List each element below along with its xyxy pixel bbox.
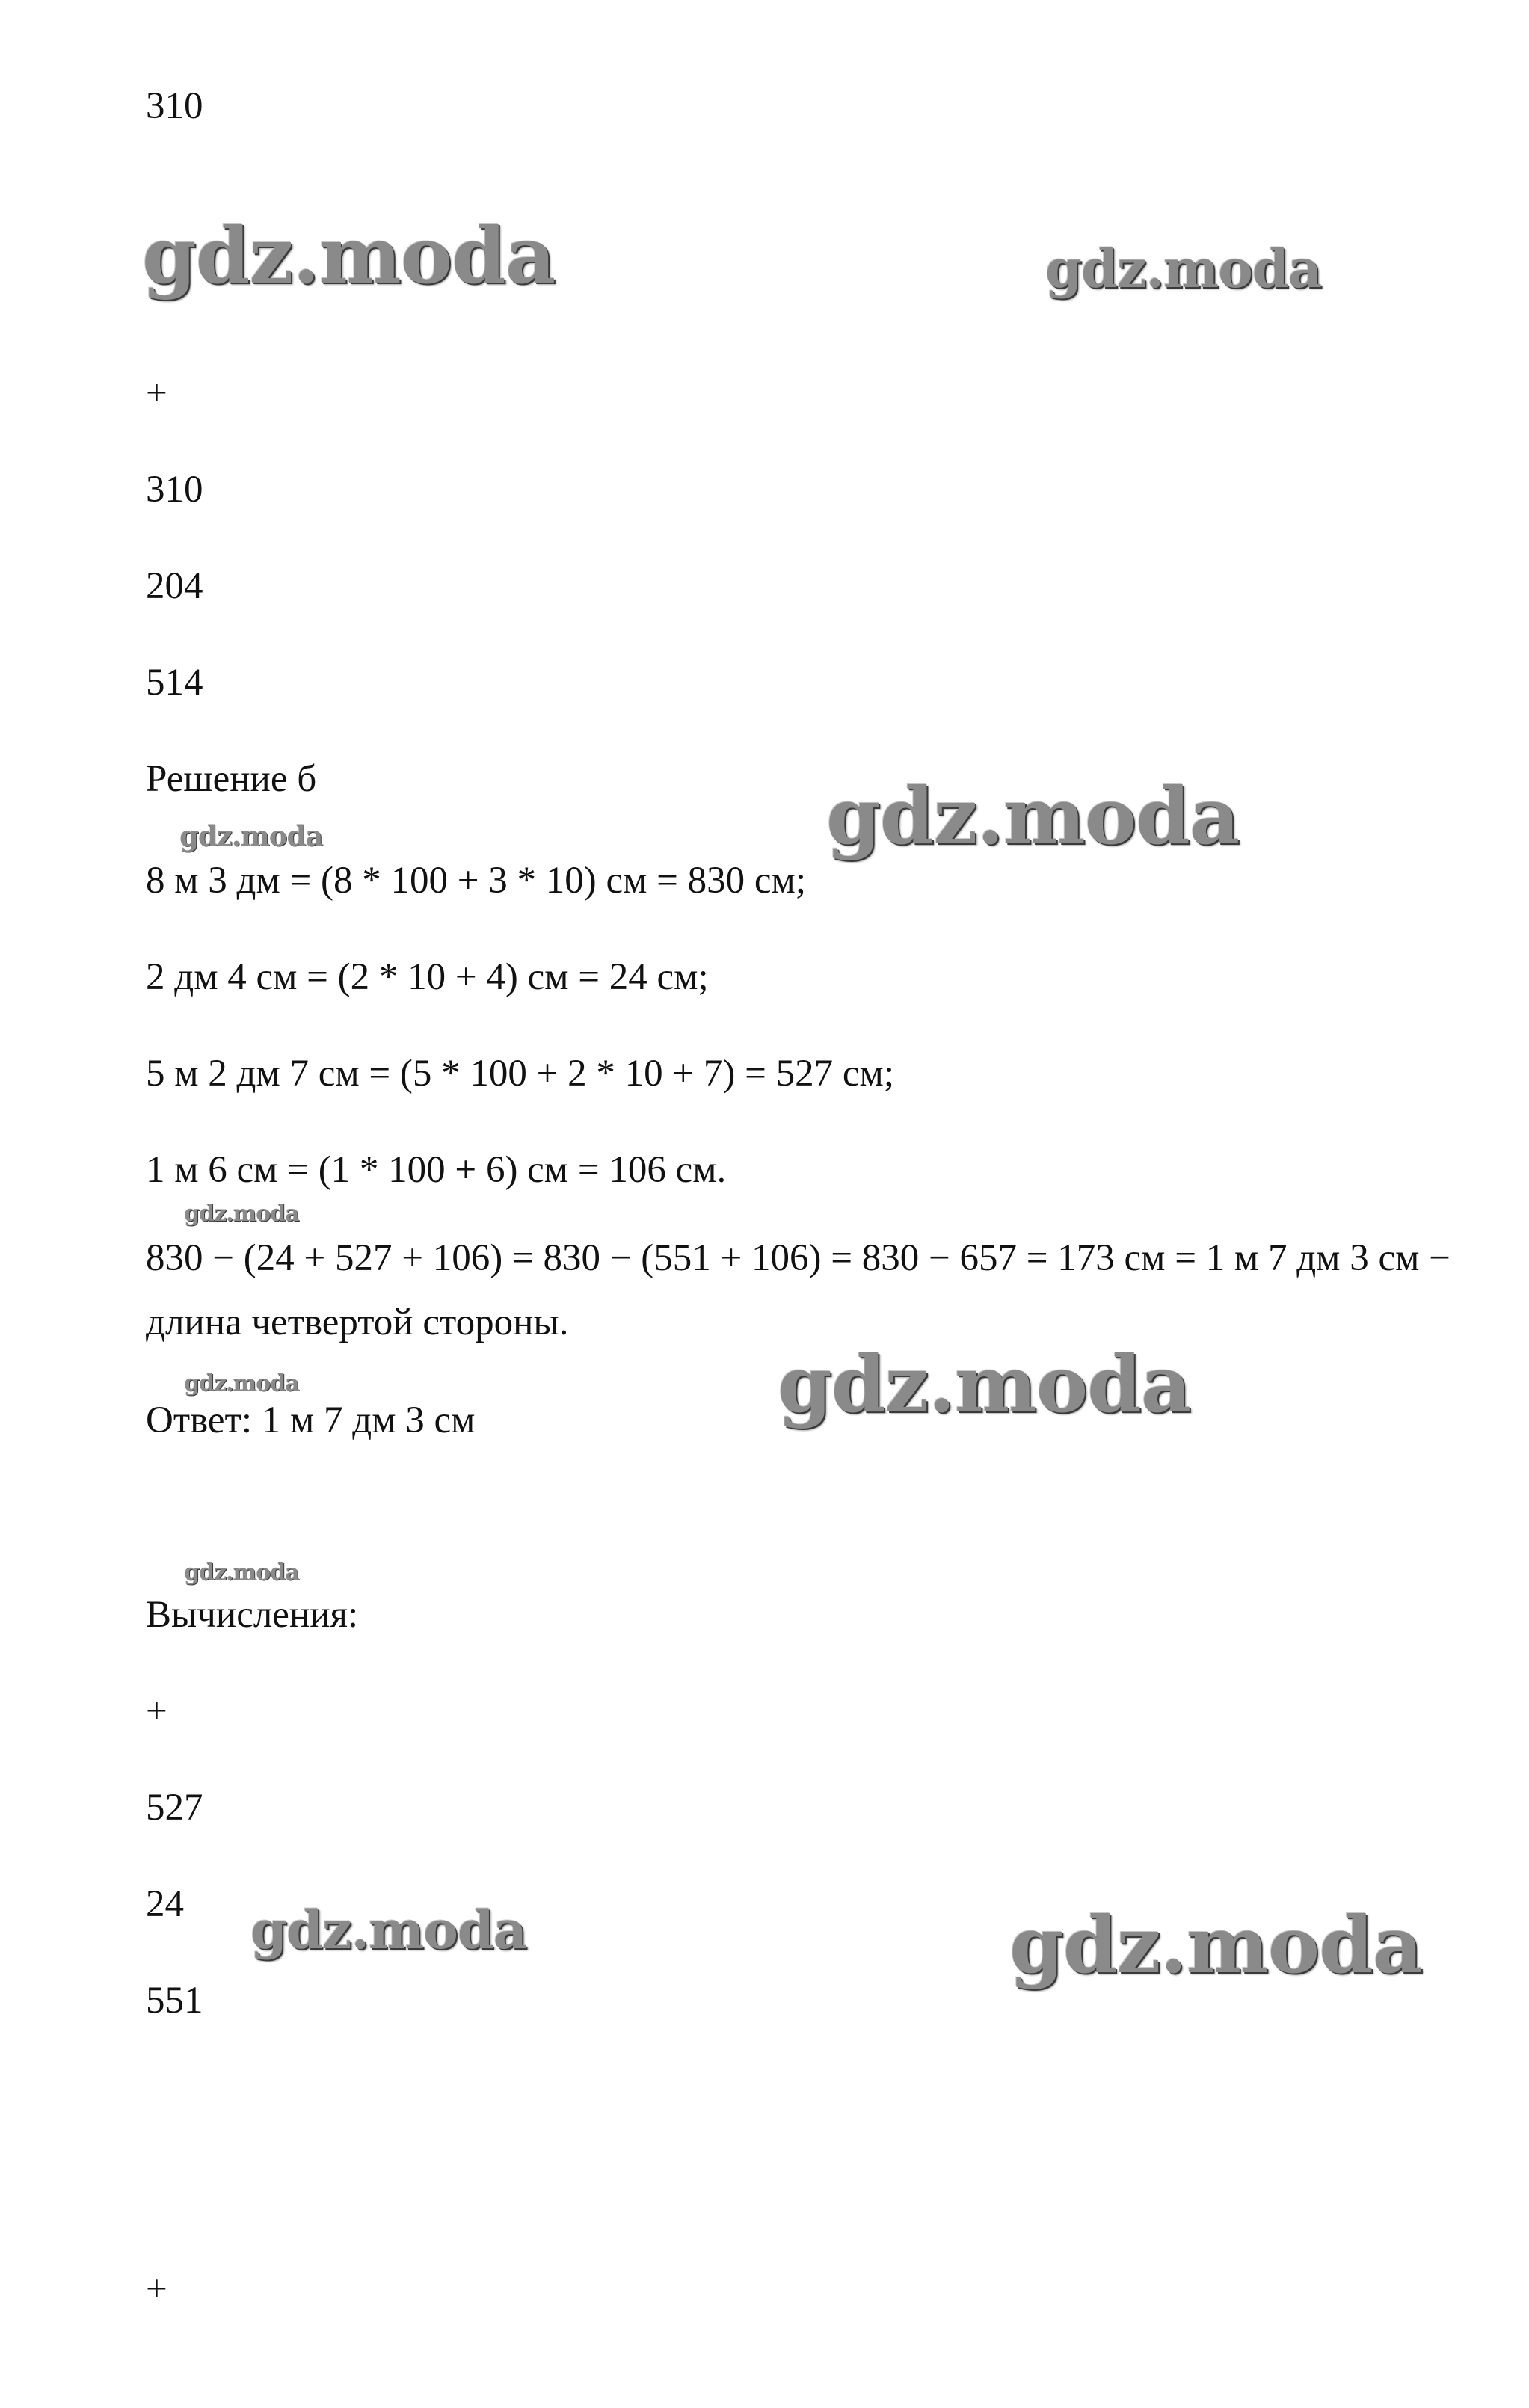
watermark-logo: gdz.moda xyxy=(184,1201,299,1227)
plus-sign: + xyxy=(146,372,167,414)
solution-paragraph: 830 − (24 + 527 + 106) = 830 − (551 + 106) = 830 − 657 = 173 см = 1 м 7 дм 3 см − длина четвертой стороны. xyxy=(146,1237,1450,1343)
watermark-logo: gdz.moda xyxy=(184,1370,299,1397)
calc-number: 514 xyxy=(146,662,203,703)
watermark-logo: gdz.moda xyxy=(142,209,556,301)
calc-number: 310 xyxy=(146,469,203,511)
calc-number: 204 xyxy=(146,565,203,607)
watermark-logo: gdz.moda xyxy=(250,1899,527,1961)
calc-number: 310 xyxy=(146,85,203,127)
calc-number: 551 xyxy=(146,1980,203,2021)
watermark-logo: gdz.moda xyxy=(1009,1899,1423,1991)
watermark-logo: gdz.moda xyxy=(778,1338,1191,1430)
watermark-logo: gdz.moda xyxy=(1045,238,1322,300)
calc-number: 527 xyxy=(146,1787,203,1829)
solution-line: 8 м 3 дм = (8 * 100 + 3 * 10) см = 830 см; xyxy=(146,860,806,902)
calc-number: 24 xyxy=(146,1883,184,1925)
answer-line: Ответ: 1 м 7 дм 3 см xyxy=(146,1399,476,1441)
solution-line: 1 м 6 см = (1 * 100 + 6) см = 106 см. xyxy=(146,1149,727,1191)
plus-sign: + xyxy=(146,2268,167,2310)
plus-sign: + xyxy=(146,1690,167,1732)
watermark-logo: gdz.moda xyxy=(184,1559,299,1586)
solution-line: 2 дм 4 см = (2 * 10 + 4) см = 24 см; xyxy=(146,956,709,998)
watermark-logo: gdz.moda xyxy=(179,819,323,852)
watermark-logo: gdz.moda xyxy=(826,770,1240,862)
section-heading: Вычисления: xyxy=(146,1594,359,1636)
section-heading: Решение б xyxy=(146,758,317,800)
solution-line: 5 м 2 дм 7 см = (5 * 100 + 2 * 10 + 7) = 527 см; xyxy=(146,1053,894,1094)
